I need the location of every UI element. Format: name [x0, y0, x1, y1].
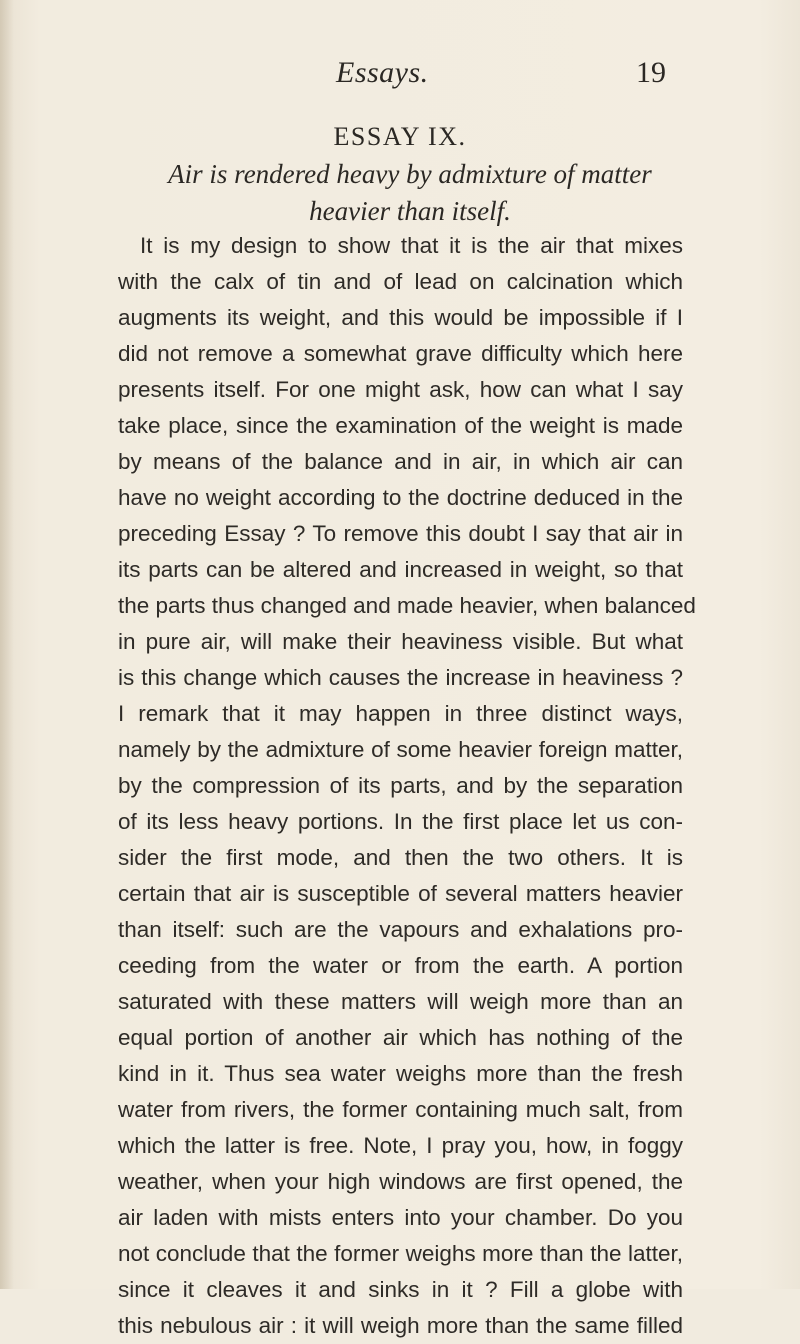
subtitle-line: Air is rendered heavy by admixture of matter [168, 159, 652, 189]
text-line: is this change which causes the increase in heaviness ? [118, 665, 683, 690]
text-line: by the compression of its parts, and by the separation [118, 773, 683, 798]
subtitle-line: heavier than itself. [309, 196, 511, 226]
text-line: augments its weight, and this would be impossible if I [118, 305, 683, 330]
text-line: did not remove a somewhat grave difficulty which here [118, 341, 683, 366]
text-line: the parts thus changed and made heavier, when balanced [118, 593, 696, 618]
text-line: this nebulous air : it will weigh more than the same filled [118, 1313, 683, 1338]
text-line: in pure air, will make their heaviness visible. But what [118, 629, 683, 654]
text-line: namely by the admixture of some heavier foreign matter, [118, 737, 683, 762]
running-head [0, 56, 800, 96]
running-title: Essays. [336, 56, 429, 89]
text-line: saturated with these matters will weigh more than an [118, 989, 683, 1014]
text-line: I remark that it may happen in three distinct ways, [118, 701, 683, 726]
essay-heading: ESSAY IX. [333, 122, 467, 151]
text-line: It is my design to show that it is the air that mixes [140, 233, 683, 258]
text-line: its parts can be altered and increased in weight, so that [118, 557, 683, 582]
essay-subtitle [110, 156, 710, 230]
text-line: by means of the balance and in air, in which air can [118, 449, 683, 474]
text-line: sider the first mode, and then the two others. It is [118, 845, 683, 870]
spine-shadow [0, 0, 14, 1289]
text-line: weather, when your high windows are first opened, the [118, 1169, 683, 1194]
text-line: air laden with mists enters into your chamber. Do you [118, 1205, 683, 1230]
text-line: of its less heavy portions. In the first place let us con- [118, 809, 683, 834]
text-line: water from rivers, the former containing much salt, from [118, 1097, 683, 1122]
page-number: 19 [636, 56, 666, 89]
text-line: have no weight according to the doctrine deduced in the [118, 485, 683, 510]
text-line: preceding Essay ? To remove this doubt I say that air in [118, 521, 683, 546]
text-line: equal portion of another air which has nothing of the [118, 1025, 683, 1050]
text-line: with the calx of tin and of lead on calcination which [118, 269, 683, 294]
text-line: which the latter is free. Note, I pray you, how, in foggy [118, 1133, 683, 1158]
text-line: than itself: such are the vapours and exhalations pro- [118, 917, 683, 942]
text-line: ceeding from the water or from the earth. A portion [118, 953, 683, 978]
text-line: take place, since the examination of the weight is made [118, 413, 683, 438]
text-line: certain that air is susceptible of several matters heavier [118, 881, 683, 906]
text-line: not conclude that the former weighs more than the latter, [118, 1241, 683, 1266]
text-line: presents itself. For one might ask, how can what I say [118, 377, 683, 402]
text-line: kind in it. Thus sea water weighs more than the fresh [118, 1061, 683, 1086]
text-line: since it cleaves it and sinks in it ? Fill a globe with [118, 1277, 683, 1302]
